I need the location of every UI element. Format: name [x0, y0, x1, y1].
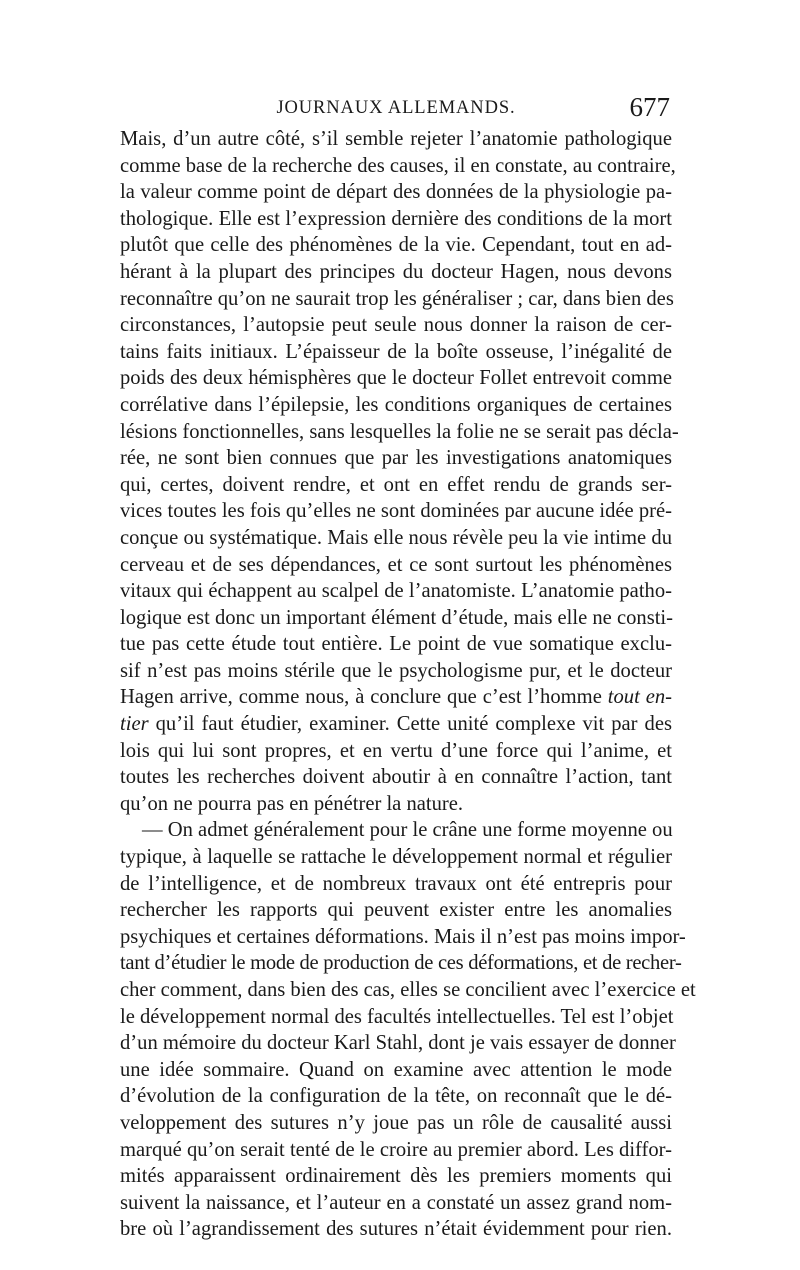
text-line: sif n’est pas moins stérile que le psychologisme pur, et le docteur: [120, 659, 672, 682]
text-line: qu’on ne pourra pas en pénétrer la nature.: [120, 792, 464, 815]
text-line: bre où l’agrandissement des sutures n’était évidemment pour rien.: [120, 1218, 672, 1241]
book-page: [120, 92, 696, 1243]
text-line: toutes les recherches doivent aboutir à en connaître l’action, tant: [120, 766, 672, 789]
text-line: vitaux qui échappent au scalpel de l’anatomiste. L’anatomie patho-: [120, 580, 672, 603]
text-line: reconnaître qu’on ne saurait trop les généraliser ; car, dans bien des: [120, 287, 674, 310]
text-line: la valeur comme point de départ des données de la physiologie pa-: [120, 181, 672, 204]
text-line: logique est donc un important élément d’étude, mais elle ne consti-: [120, 606, 674, 629]
text-line: comme base de la recherche des causes, il en constate, au contraire,: [120, 154, 676, 177]
text-line: conçue ou systématique. Mais elle nous révèle peu la vie intime du: [120, 526, 672, 549]
text-line: rée, ne sont bien connues que par les investigations anatomiques: [120, 447, 672, 470]
running-head: [120, 92, 672, 126]
text-line: poids des deux hémisphères que le docteur Follet entrevoit comme: [120, 367, 672, 390]
text-line: d’évolution de la configuration de la tête, on reconnaît que le dé-: [120, 1085, 672, 1108]
text-line: le développement normal des facultés intellectuelles. Tel est l’objet: [120, 1005, 674, 1028]
text-line: veloppement des sutures n’y joue pas un rôle de causalité aussi: [120, 1111, 672, 1134]
text-line: lois qui lui sont propres, et en vertu d’une force qui l’anime, et: [120, 739, 672, 762]
text-line: une idée sommaire. Quand on examine avec attention le mode: [120, 1058, 672, 1081]
body-text: [120, 126, 696, 1243]
text-line: plutôt que celle des phénomènes de la vie. Cependant, tout en ad-: [120, 234, 672, 257]
text-line: mités apparaissent ordinairement dès les premiers moments qui: [120, 1165, 672, 1188]
page-number: 677: [629, 92, 670, 122]
text-line: vices toutes les fois qu’elles ne sont dominées par aucune idée pré-: [120, 500, 672, 523]
running-title: JOURNAUX ALLEMANDS.: [276, 98, 516, 118]
paragraph-1: [120, 126, 679, 817]
text-line: hérant à la plupart des principes du docteur Hagen, nous devons: [120, 260, 672, 283]
text-line: psychiques et certaines déformations. Mais il n’est pas moins impor-: [120, 925, 686, 948]
text-line: tant d’étudier le mode de production de ces déformations, et de recher-: [120, 952, 682, 975]
text-line: qui, certes, doivent rendre, et ont en effet rendu de grands ser-: [120, 473, 672, 496]
text-line: rechercher les rapports qui peuvent exister entre les anomalies: [120, 899, 672, 922]
text-segment: Hagen arrive, comme nous, à conclure que c’est l’homme: [120, 686, 608, 709]
text-line: thologique. Elle est l’expression dernière des conditions de la mort: [120, 207, 672, 230]
text-line: Mais, d’un autre côté, s’il semble rejeter l’anatomie pathologique: [120, 128, 672, 150]
text-line: suivent la naissance, et l’auteur en a constaté un assez grand nom-: [120, 1191, 672, 1214]
text-line: de l’intelligence, et de nombreux travaux ont été entrepris pour: [120, 872, 672, 895]
text-line: d’un mémoire du docteur Karl Stahl, dont je vais essayer de donner: [120, 1032, 676, 1055]
text-line: tains faits initiaux. L’épaisseur de la boîte osseuse, l’inégalité de: [120, 340, 672, 363]
text-line: tue pas cette étude tout entière. Le point de vue somatique exclu-: [120, 633, 672, 656]
paragraph-2: [120, 817, 696, 1243]
italic-phrase: tier: [120, 713, 149, 736]
text-line: lésions fonctionnelles, sans lesquelles la folie ne se serait pas décla-: [120, 420, 679, 443]
text-line: cher comment, dans bien des cas, elles se concilient avec l’exercice et: [120, 979, 696, 1001]
text-segment: qu’il faut étudier, examiner. Cette unité complexe vit par des: [148, 713, 672, 736]
text-line: corrélative dans l’épilepsie, les conditions organiques de certaines: [120, 393, 672, 416]
text-line: typique, à laquelle se rattache le développement normal et régulier: [120, 846, 672, 869]
text-line: circonstances, l’autopsie peut seule nous donner la raison de cer-: [120, 314, 672, 337]
italic-phrase: tout en-: [607, 686, 672, 709]
text-line-with-italic: [120, 711, 672, 738]
text-line: cerveau et de ses dépendances, et ce sont surtout les phénomènes: [120, 553, 672, 576]
text-line: marqué qu’on serait tenté de le croire au premier abord. Les diffor-: [120, 1138, 672, 1161]
text-line: — On admet généralement pour le crâne une forme moyenne ou: [142, 819, 673, 842]
text-line-with-italic: [120, 684, 672, 711]
